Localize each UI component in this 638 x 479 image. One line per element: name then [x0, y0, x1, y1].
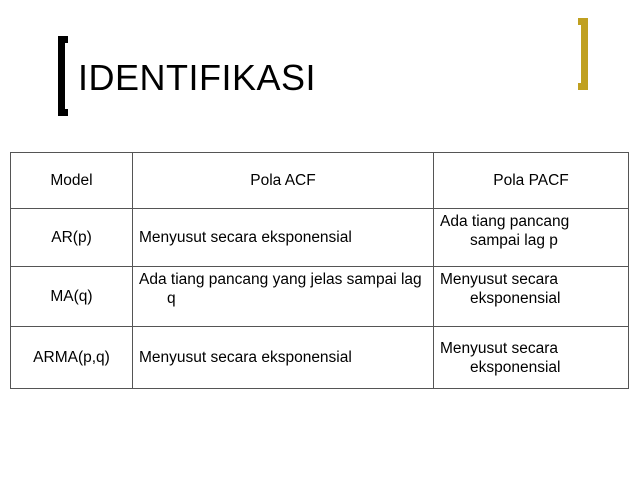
table-row: [11, 209, 629, 267]
cell-pacf: [434, 209, 629, 267]
cell-model: AR(p): [11, 209, 133, 267]
header-model: Model: [11, 153, 133, 209]
cell-pacf-text: Menyusut secara eksponensial: [440, 271, 561, 307]
table-row: [11, 267, 629, 327]
right-bracket-decoration: [578, 18, 588, 90]
cell-acf: Menyusut secara eksponensial: [133, 209, 434, 267]
cell-acf: [133, 267, 434, 327]
slide-title: IDENTIFIKASI: [78, 57, 317, 98]
cell-pacf: [434, 327, 629, 389]
table-header-row: [11, 153, 629, 209]
left-bracket-decoration: [58, 36, 68, 116]
cell-acf-text: Ada tiang pancang yang jelas sampai lag q: [139, 271, 422, 307]
cell-model: ARMA(p,q): [11, 327, 133, 389]
identification-table: [10, 152, 629, 389]
header-pacf: Pola PACF: [434, 153, 629, 209]
cell-pacf-text: Menyusut secara eksponensial: [440, 339, 561, 376]
cell-model: MA(q): [11, 267, 133, 327]
header-acf: Pola ACF: [133, 153, 434, 209]
table-row: [11, 327, 629, 389]
cell-pacf-text: Ada tiang pancang sampai lag p: [440, 213, 570, 249]
cell-acf: Menyusut secara eksponensial: [133, 327, 434, 389]
cell-pacf: [434, 267, 629, 327]
